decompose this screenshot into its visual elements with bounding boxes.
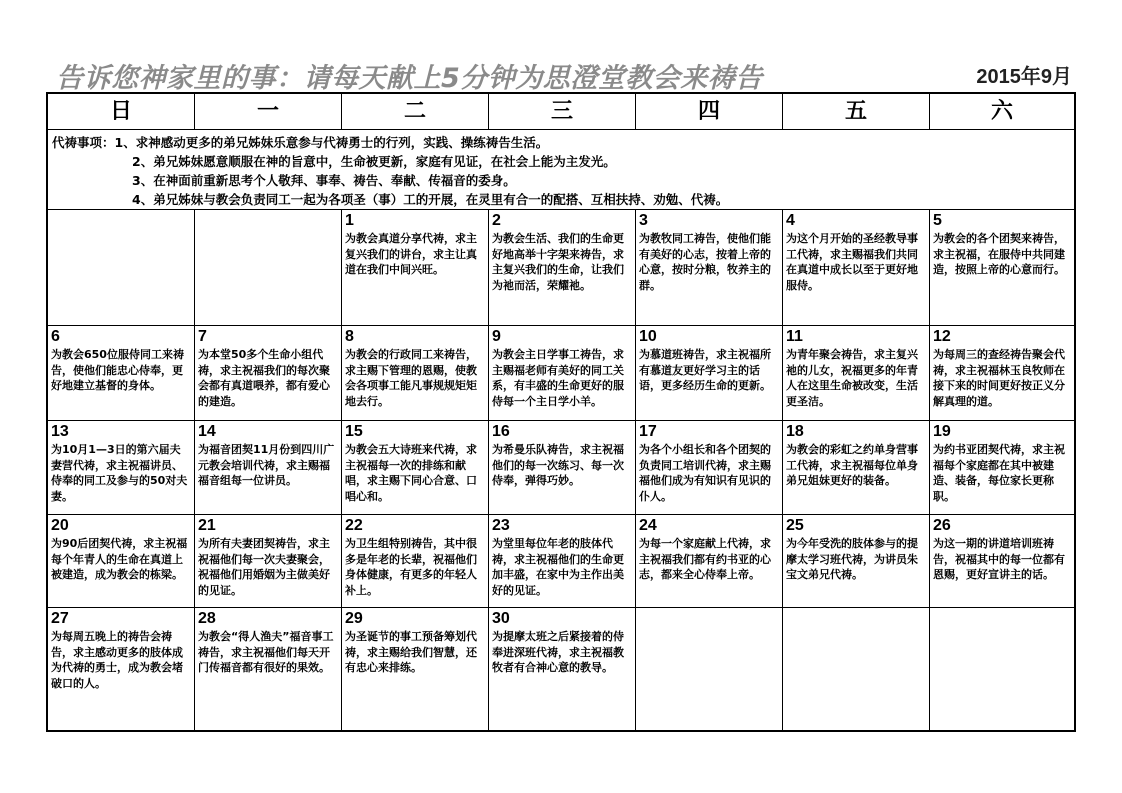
day-prayer-text: 为所有夫妻团契祷告，求主祝福他们每一次夫妻聚会，祝福他们用婚姻为主做美好的见证。 xyxy=(198,537,330,597)
day-prayer-text: 为10月1—3日的第六届夫妻营代祷，求主祝福讲员、侍奉的同工及参与的50对夫妻。 xyxy=(51,443,188,503)
day-number: 1 xyxy=(345,212,354,229)
weekday-header-4: 四 xyxy=(636,94,783,129)
day-prayer-text: 为教会的各个团契来祷告，求主祝福，在服侍中共同建造，按照上帝的心意而行。 xyxy=(933,232,1065,276)
weekday-header-5: 五 xyxy=(783,94,930,129)
day-prayer-text: 为今年受洗的肢体参与的提摩太学习班代祷，为讲员朱宝文弟兄代祷。 xyxy=(786,537,918,581)
day-cell xyxy=(48,421,195,515)
day-cell xyxy=(636,210,783,326)
day-number: 17 xyxy=(639,423,657,440)
day-number: 18 xyxy=(786,423,804,440)
day-cell xyxy=(489,608,636,730)
day-cell xyxy=(48,326,195,421)
day-prayer-text: 为每周三的查经祷告聚会代祷，求主祝福林玉良牧师在接下来的时间更好按正义分解真理的道。 xyxy=(933,348,1065,408)
day-cell xyxy=(783,421,930,515)
day-number: 26 xyxy=(933,517,951,534)
day-number: 8 xyxy=(345,328,354,345)
weekday-header-1: 一 xyxy=(195,94,342,129)
day-number: 25 xyxy=(786,517,804,534)
calendar-grid xyxy=(46,92,1076,732)
day-cell xyxy=(783,515,930,608)
day-cell xyxy=(48,608,195,730)
day-cell xyxy=(489,326,636,421)
day-prayer-text: 为教会的行政同工来祷告，求主赐下管理的恩赐，使教会各项事工能凡事规规矩矩地去行。 xyxy=(345,348,477,408)
empty-day-cell xyxy=(783,608,930,730)
day-cell xyxy=(636,421,783,515)
prayer-item-1: 代祷事项：1、求神感动更多的弟兄姊妹乐意参与代祷勇士的行列，实践、操练祷告生活。 xyxy=(52,135,549,150)
day-cell xyxy=(195,326,342,421)
day-prayer-text: 为约书亚团契代祷，求主祝福每个家庭都在其中被建造、装备，每位家长更称职。 xyxy=(933,443,1065,503)
day-cell xyxy=(930,210,1074,326)
day-prayer-text: 为教牧同工祷告，使他们能有美好的心志，按着上帝的心意，按时分粮，牧养主的群。 xyxy=(639,232,771,292)
day-number: 22 xyxy=(345,517,363,534)
day-cell xyxy=(489,421,636,515)
empty-day-cell xyxy=(930,608,1074,730)
day-cell xyxy=(342,608,489,730)
month-label: 2015年9月 xyxy=(976,66,1072,88)
day-cell xyxy=(783,326,930,421)
day-prayer-text: 为教会650位服侍同工来祷告，使他们能忠心侍奉，更好地建立基督的身体。 xyxy=(51,348,184,392)
day-number: 20 xyxy=(51,517,69,534)
day-prayer-text: 为青年聚会祷告，求主复兴祂的儿女，祝福更多的年青人在这里生命被改变，生活更圣洁。 xyxy=(786,348,918,408)
day-number: 14 xyxy=(198,423,216,440)
day-prayer-text: 为慕道班祷告，求主祝福所有慕道友更好学习主的话语，更多经历生命的更新。 xyxy=(639,348,771,392)
day-number: 15 xyxy=(345,423,363,440)
day-number: 23 xyxy=(492,517,510,534)
day-number: 16 xyxy=(492,423,510,440)
day-prayer-text: 为教会真道分享代祷，求主复兴我们的讲台，求主让真道在我们中间兴旺。 xyxy=(345,232,477,276)
weekday-header-2: 二 xyxy=(342,94,489,129)
day-cell xyxy=(195,608,342,730)
day-prayer-text: 为福音团契11月份到四川广元教会培训代祷，求主赐福福音组每一位讲员。 xyxy=(198,443,335,487)
prayer-item-2: 2、弟兄姊妹愿意顺服在神的旨意中，生命被更新，家庭有见证，在社会上能为主发光。 xyxy=(132,154,616,169)
empty-day-cell xyxy=(195,210,342,326)
empty-day-cell xyxy=(48,210,195,326)
day-prayer-text: 为堂里每位年老的肢体代祷，求主祝福他们的生命更加丰盛，在家中为主作出美好的见证。 xyxy=(492,537,624,597)
prayer-item-4: 4、弟兄姊妹与教会负责同工一起为各项圣（事）工的开展，在灵里有合一的配搭、互相扶持、劝勉、代祷。 xyxy=(132,192,729,207)
day-cell xyxy=(342,326,489,421)
day-prayer-text: 为这个月开始的圣经教导事工代祷，求主赐福我们共同在真道中成长以至于更好地服侍。 xyxy=(786,232,918,292)
day-number: 28 xyxy=(198,610,216,627)
day-prayer-text: 为各个小组长和各个团契的负责同工培训代祷，求主赐福他们成为有知识有见识的仆人。 xyxy=(639,443,771,503)
day-cell xyxy=(783,210,930,326)
day-number: 4 xyxy=(786,212,795,229)
day-number: 21 xyxy=(198,517,216,534)
day-cell xyxy=(930,421,1074,515)
day-number: 12 xyxy=(933,328,951,345)
day-number: 11 xyxy=(786,328,803,345)
day-cell xyxy=(489,210,636,326)
day-number: 24 xyxy=(639,517,657,534)
day-number: 9 xyxy=(492,328,501,345)
day-prayer-text: 为本堂50多个生命小组代祷，求主祝福我们的每次聚会都有真道喂养，都有爱心的建造。 xyxy=(198,348,330,408)
day-cell xyxy=(342,421,489,515)
day-prayer-text: 为卫生组特别祷告，其中很多是年老的长辈，祝福他们身体健康，有更多的年轻人补上。 xyxy=(345,537,477,597)
day-prayer-text: 为教会五大诗班来代祷，求主祝福每一次的排练和献唱，求主赐下同心合意、口唱心和。 xyxy=(345,443,477,503)
day-prayer-text: 为教会主日学事工祷告，求主赐福老师有美好的同工关系，有丰盛的生命更好的服侍每一个主日学小羊。 xyxy=(492,348,624,408)
day-prayer-text: 为教会的彩虹之约单身营事工代祷，求主祝福每位单身弟兄姐妹更好的装备。 xyxy=(786,443,918,487)
day-cell xyxy=(342,515,489,608)
day-cell xyxy=(489,515,636,608)
day-prayer-text: 为每一个家庭献上代祷，求主祝福我们都有约书亚的心志，都来全心侍奉上帝。 xyxy=(639,537,771,581)
day-cell xyxy=(342,210,489,326)
day-number: 6 xyxy=(51,328,60,345)
day-cell xyxy=(930,515,1074,608)
day-prayer-text: 为这一期的讲道培训班祷告，祝福其中的每一位都有恩赐，更好宣讲主的话。 xyxy=(933,537,1065,581)
weekday-header-0: 日 xyxy=(48,94,195,129)
day-cell xyxy=(48,515,195,608)
day-number: 30 xyxy=(492,610,510,627)
day-number: 2 xyxy=(492,212,501,229)
day-prayer-text: 为教会生活、我们的生命更好地高举十字架来祷告，求主复兴我们的生命，让我们为祂而活，荣耀祂。 xyxy=(492,232,624,292)
day-cell xyxy=(195,421,342,515)
day-prayer-text: 为希曼乐队祷告，求主祝福他们的每一次练习、每一次侍奉，弹得巧妙。 xyxy=(492,443,624,487)
day-number: 7 xyxy=(198,328,207,345)
page-title: 告诉您神家里的事：请每天献上5分钟为思澄堂教会来祷告 xyxy=(56,63,763,94)
day-cell xyxy=(636,515,783,608)
day-number: 5 xyxy=(933,212,942,229)
day-number: 10 xyxy=(639,328,657,345)
prayer-item-3: 3、在神面前重新思考个人敬拜、事奉、祷告、奉献、传福音的委身。 xyxy=(132,173,516,188)
weekday-header-3: 三 xyxy=(489,94,636,129)
day-number: 27 xyxy=(51,610,69,627)
day-prayer-text: 为提摩太班之后紧接着的侍奉进深班代祷，求主祝福教牧者有合神心意的教导。 xyxy=(492,630,624,674)
page-header xyxy=(48,52,1076,94)
day-prayer-text: 为90后团契代祷，求主祝福每个年青人的生命在真道上被建造，成为教会的栋梁。 xyxy=(51,537,188,581)
day-cell xyxy=(195,515,342,608)
empty-day-cell xyxy=(636,608,783,730)
day-prayer-text: 为教会“得人渔夫”福音事工祷告，求主祝福他们每天开门传福音都有很好的果效。 xyxy=(198,630,334,674)
day-cell xyxy=(930,326,1074,421)
day-number: 29 xyxy=(345,610,363,627)
day-prayer-text: 为圣诞节的事工预备筹划代祷，求主赐给我们智慧，还有忠心来排练。 xyxy=(345,630,477,674)
weekday-header-6: 六 xyxy=(990,99,1013,124)
day-number: 3 xyxy=(639,212,648,229)
prayer-items-box xyxy=(48,130,1074,210)
day-cell xyxy=(636,326,783,421)
day-prayer-text: 为每周五晚上的祷告会祷告，求主感动更多的肢体成为代祷的勇士，成为教会堵破口的人。 xyxy=(51,630,183,690)
weekday-header-row xyxy=(48,94,1074,130)
day-number: 19 xyxy=(933,423,951,440)
day-number: 13 xyxy=(51,423,69,440)
